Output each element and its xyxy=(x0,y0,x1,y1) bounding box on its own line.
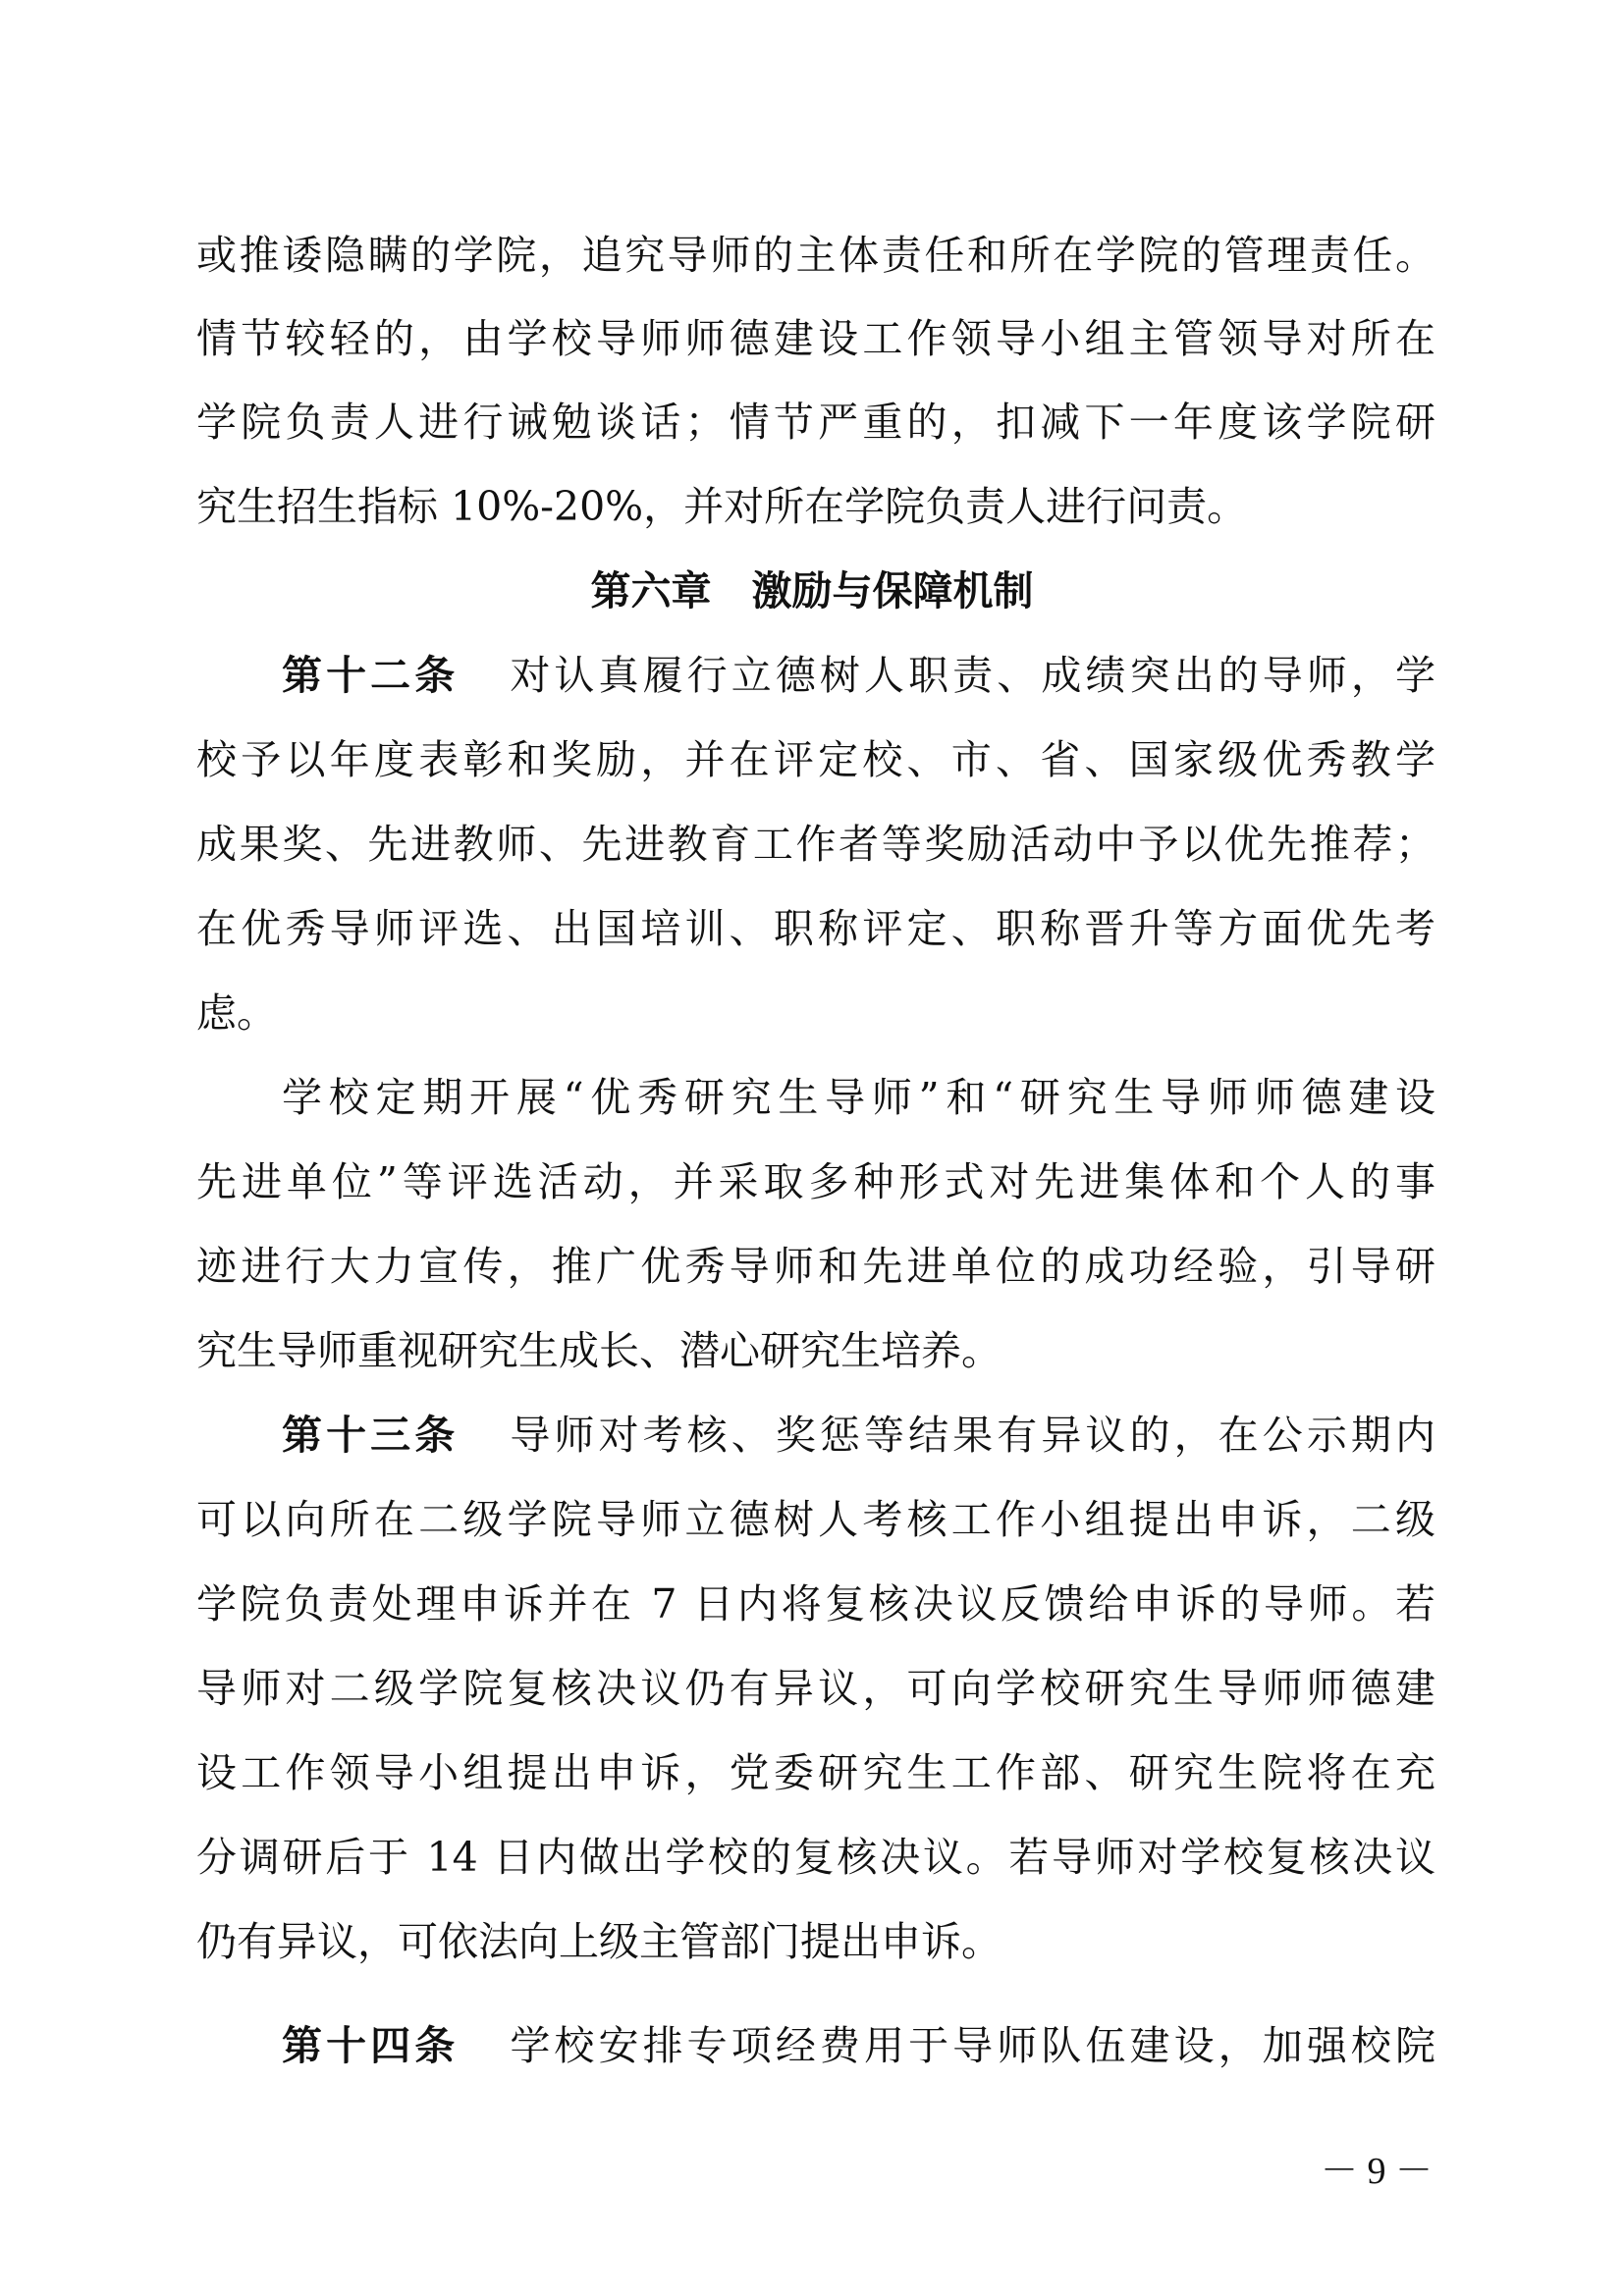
body-line: 先进单位”等评选活动，并采取多种形式对先进集体和个人的事 xyxy=(196,1158,1435,1205)
article-12-text: 对认真履行立德树人职责、成绩突出的导师，学 xyxy=(510,652,1436,699)
body-line: 究生招生指标 10%-20%，并对所在学院负责人进行问责。 xyxy=(196,483,1248,530)
body-line: 分调研后于 14 日内做出学校的复核决议。若导师对学校复核决议 xyxy=(196,1834,1435,1881)
body-line: 校予以年度表彰和奖励，并在评定校、市、省、国家级优秀教学 xyxy=(196,736,1435,783)
body-line: 在优秀导师评选、出国培训、职称评定、职称晋升等方面优先考 xyxy=(196,905,1435,952)
article-14-label: 第十四条 xyxy=(282,2022,460,2069)
body-line: 情节较轻的，由学校导师师德建设工作领导小组主管领导对所在 xyxy=(196,315,1435,362)
body-line: 或推诿隐瞒的学院，追究导师的主体责任和所在学院的管理责任。 xyxy=(196,232,1435,279)
page-number: － 9 － xyxy=(1320,2151,1433,2192)
body-line: 设工作领导小组提出申诉，党委研究生工作部、研究生院将在充 xyxy=(196,1749,1435,1796)
body-line: 成果奖、先进教师、先进教育工作者等奖励活动中予以优先推荐； xyxy=(196,821,1435,868)
body-line: 究生导师重视研究生成长、潜心研究生培养。 xyxy=(196,1327,1001,1374)
body-line: 学院负责处理申诉并在 7 日内将复核决议反馈给申诉的导师。若 xyxy=(196,1580,1435,1628)
article-14-first-line xyxy=(282,2014,1435,2077)
body-line: 仍有异议，可依法向上级主管部门提出申诉。 xyxy=(196,1918,1001,1965)
body-line: 导师对二级学院复核决议仍有异议，可向学校研究生导师师德建 xyxy=(196,1665,1435,1712)
body-line: 可以向所在二级学院导师立德树人考核工作小组提出申诉，二级 xyxy=(196,1496,1435,1543)
article-13-text: 导师对考核、奖惩等结果有异议的，在公示期内 xyxy=(510,1412,1436,1459)
body-line: 学院负责人进行诫勉谈话；情节严重的，扣减下一年度该学院研 xyxy=(196,399,1435,446)
article-12-first-line xyxy=(282,644,1435,707)
chapter-heading: 第六章 激励与保障机制 xyxy=(590,567,1034,614)
article-12-label: 第十二条 xyxy=(282,652,460,699)
body-line: 虑。 xyxy=(196,989,277,1037)
paragraph-first-line: 学校定期开展“优秀研究生导师”和“研究生导师师德建设 xyxy=(282,1074,1435,1121)
body-line: 迹进行大力宣传，推广优秀导师和先进单位的成功经验，引导研 xyxy=(196,1243,1435,1290)
article-13-first-line xyxy=(282,1404,1435,1467)
article-13-label: 第十三条 xyxy=(282,1412,460,1459)
article-14-text: 学校安排专项经费用于导师队伍建设，加强校院 xyxy=(510,2022,1436,2069)
